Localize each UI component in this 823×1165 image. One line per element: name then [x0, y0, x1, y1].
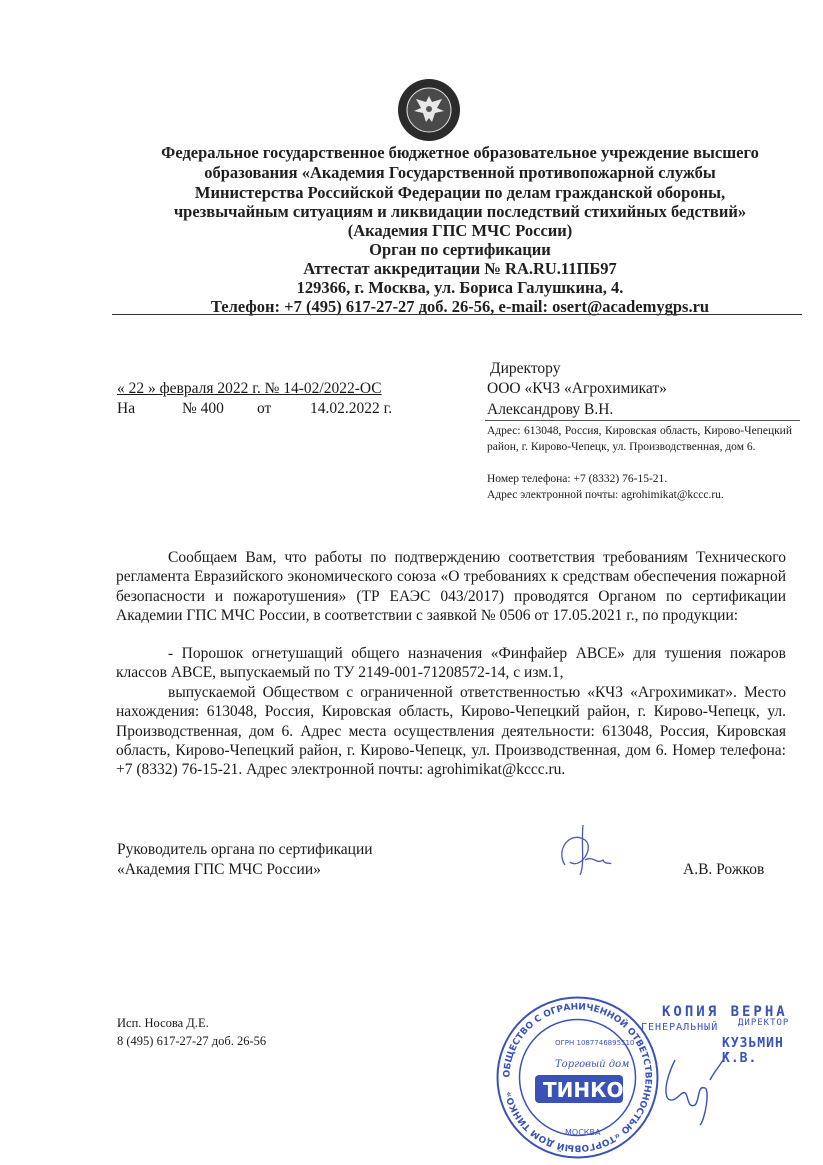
- header-line: Орган по сертификации: [369, 240, 551, 259]
- header-line: Министерства Российской Федерации по делам гражданской обороны,: [194, 183, 726, 202]
- in-reply-prefix: На: [117, 400, 136, 417]
- addressee-position: Директору: [490, 360, 561, 377]
- stamp-signature: [655, 1050, 730, 1130]
- executor-name: Исп. Носова Д.Е.: [117, 1016, 209, 1030]
- header-line: Федеральное государственное бюджетное образовательное учреждение высшего: [161, 143, 759, 162]
- header-line: Телефон: +7 (495) 617-27-27 доб. 26-56, e-mail: osert@academygps.ru: [210, 297, 710, 316]
- seal-inner-top: Торговый дом: [555, 1059, 630, 1070]
- header-line: (Академия ГПС МЧС России): [347, 221, 573, 240]
- addressee-name: Александрову В.Н.: [487, 401, 614, 418]
- handwritten-signature: [545, 820, 615, 880]
- stamp-position-2: ДИРЕКТОР: [738, 1018, 790, 1028]
- in-reply-to: [117, 400, 402, 420]
- signatory-name: А.В. Рожков: [683, 861, 765, 878]
- header-divider: [112, 314, 802, 315]
- executor-phone: 8 (495) 617-27-27 доб. 26-56: [117, 1034, 267, 1048]
- header-line: чрезвычайным ситуациям и ликвидации последствий стихийных бедствий»: [173, 202, 747, 221]
- company-seal: [495, 995, 660, 1160]
- letter-date-number: « 22 » февраля 2022 г. № 14-02/2022-ОС: [117, 380, 382, 397]
- stamp-position-1: ГЕНЕРАЛЬНЫЙ: [641, 1022, 719, 1033]
- header-line: образования «Академия Государственной противопожарной службы: [204, 163, 716, 182]
- seal-city: МОСКВА: [565, 1128, 601, 1137]
- stamp-signer-name: КУЗЬМИН К.В.: [722, 1036, 784, 1066]
- signatory-title: Руководитель органа по сертификации: [117, 841, 373, 858]
- header-line: Аттестат аккредитации № RA.RU.11ПБ97: [303, 259, 617, 278]
- seal-logo: ТИНКО: [543, 1078, 624, 1102]
- in-reply-from: от: [257, 400, 272, 417]
- addressee-address: Адрес: 613048, Россия, Кировская область, Кирово-Чепецкий район, г. Кирово-Чепецк, ул. Производственная, дом 6.: [487, 425, 792, 453]
- header-line: 129366, г. Москва, ул. Бориса Галушкина, 4.: [296, 278, 624, 297]
- signatory-org: «Академия ГПС МЧС России»: [117, 861, 321, 878]
- addressee-phone: Номер телефона: +7 (8332) 76-15-21.: [487, 473, 668, 485]
- copy-verified-label: КОПИЯ ВЕРНА: [662, 1004, 788, 1020]
- body-paragraph: Сообщаем Вам, что работы по подтверждению соответствия требованиям Технического регламента Евразийского экономического союза «О требованиях к средствам обеспечения пожарной безопасности и пожаротушения» (ТР ЕАЭС 043/2017) проводятся Органом по сертификации Академии ГПС МЧС России, в соответствии с заявкой № 0506 от 17.05.2021 г., по продукции:: [116, 549, 786, 624]
- seal-outer-text: ОБЩЕСТВО С ОГРАНИЧЕННОЙ ОТВЕТСТВЕННОСТЬЮ «ТОРГОВЫЙ ДОМ ТИНКО»: [502, 1002, 653, 1153]
- in-reply-date: 14.02.2022 г.: [310, 400, 393, 417]
- addressee-divider: [485, 420, 800, 421]
- in-reply-number: № 400: [182, 400, 224, 417]
- academy-emblem-icon: [396, 78, 462, 142]
- addressee-email: Адрес электронной почты: agrohimikat@kccc.ru.: [487, 489, 724, 501]
- seal-ogrn: ОГРН 1087746895510: [555, 1039, 635, 1047]
- addressee-company: ООО «КЧЗ «Агрохимикат»: [487, 380, 667, 397]
- body-product-item: - Порошок огнетушащий общего назначения «Финфайер АВСЕ» для тушения пожаров классов АВСЕ, выпускаемый по ТУ 2149-001-71208572-14, с изм.1,: [116, 645, 786, 682]
- body-paragraph: выпускаемой Обществом с ограниченной ответственностью «КЧЗ «Агрохимикат». Место нахождения: 613048, Россия, Кировская область, Кирово-Чепецкий район, г. Кирово-Чепецк, ул. Производственная, дом 6. Адрес места осуществления деятельности: 613048, Россия, Кировская область, Кирово-Чепецкий район, г. Кирово-Чепецк, ул. Производственная, дом 6. Номер телефона: +7 (8332) 76-15-21. Адрес электронной почты: agrohimikat@kccc.ru.: [116, 684, 786, 779]
- seal-icon: [495, 995, 660, 1160]
